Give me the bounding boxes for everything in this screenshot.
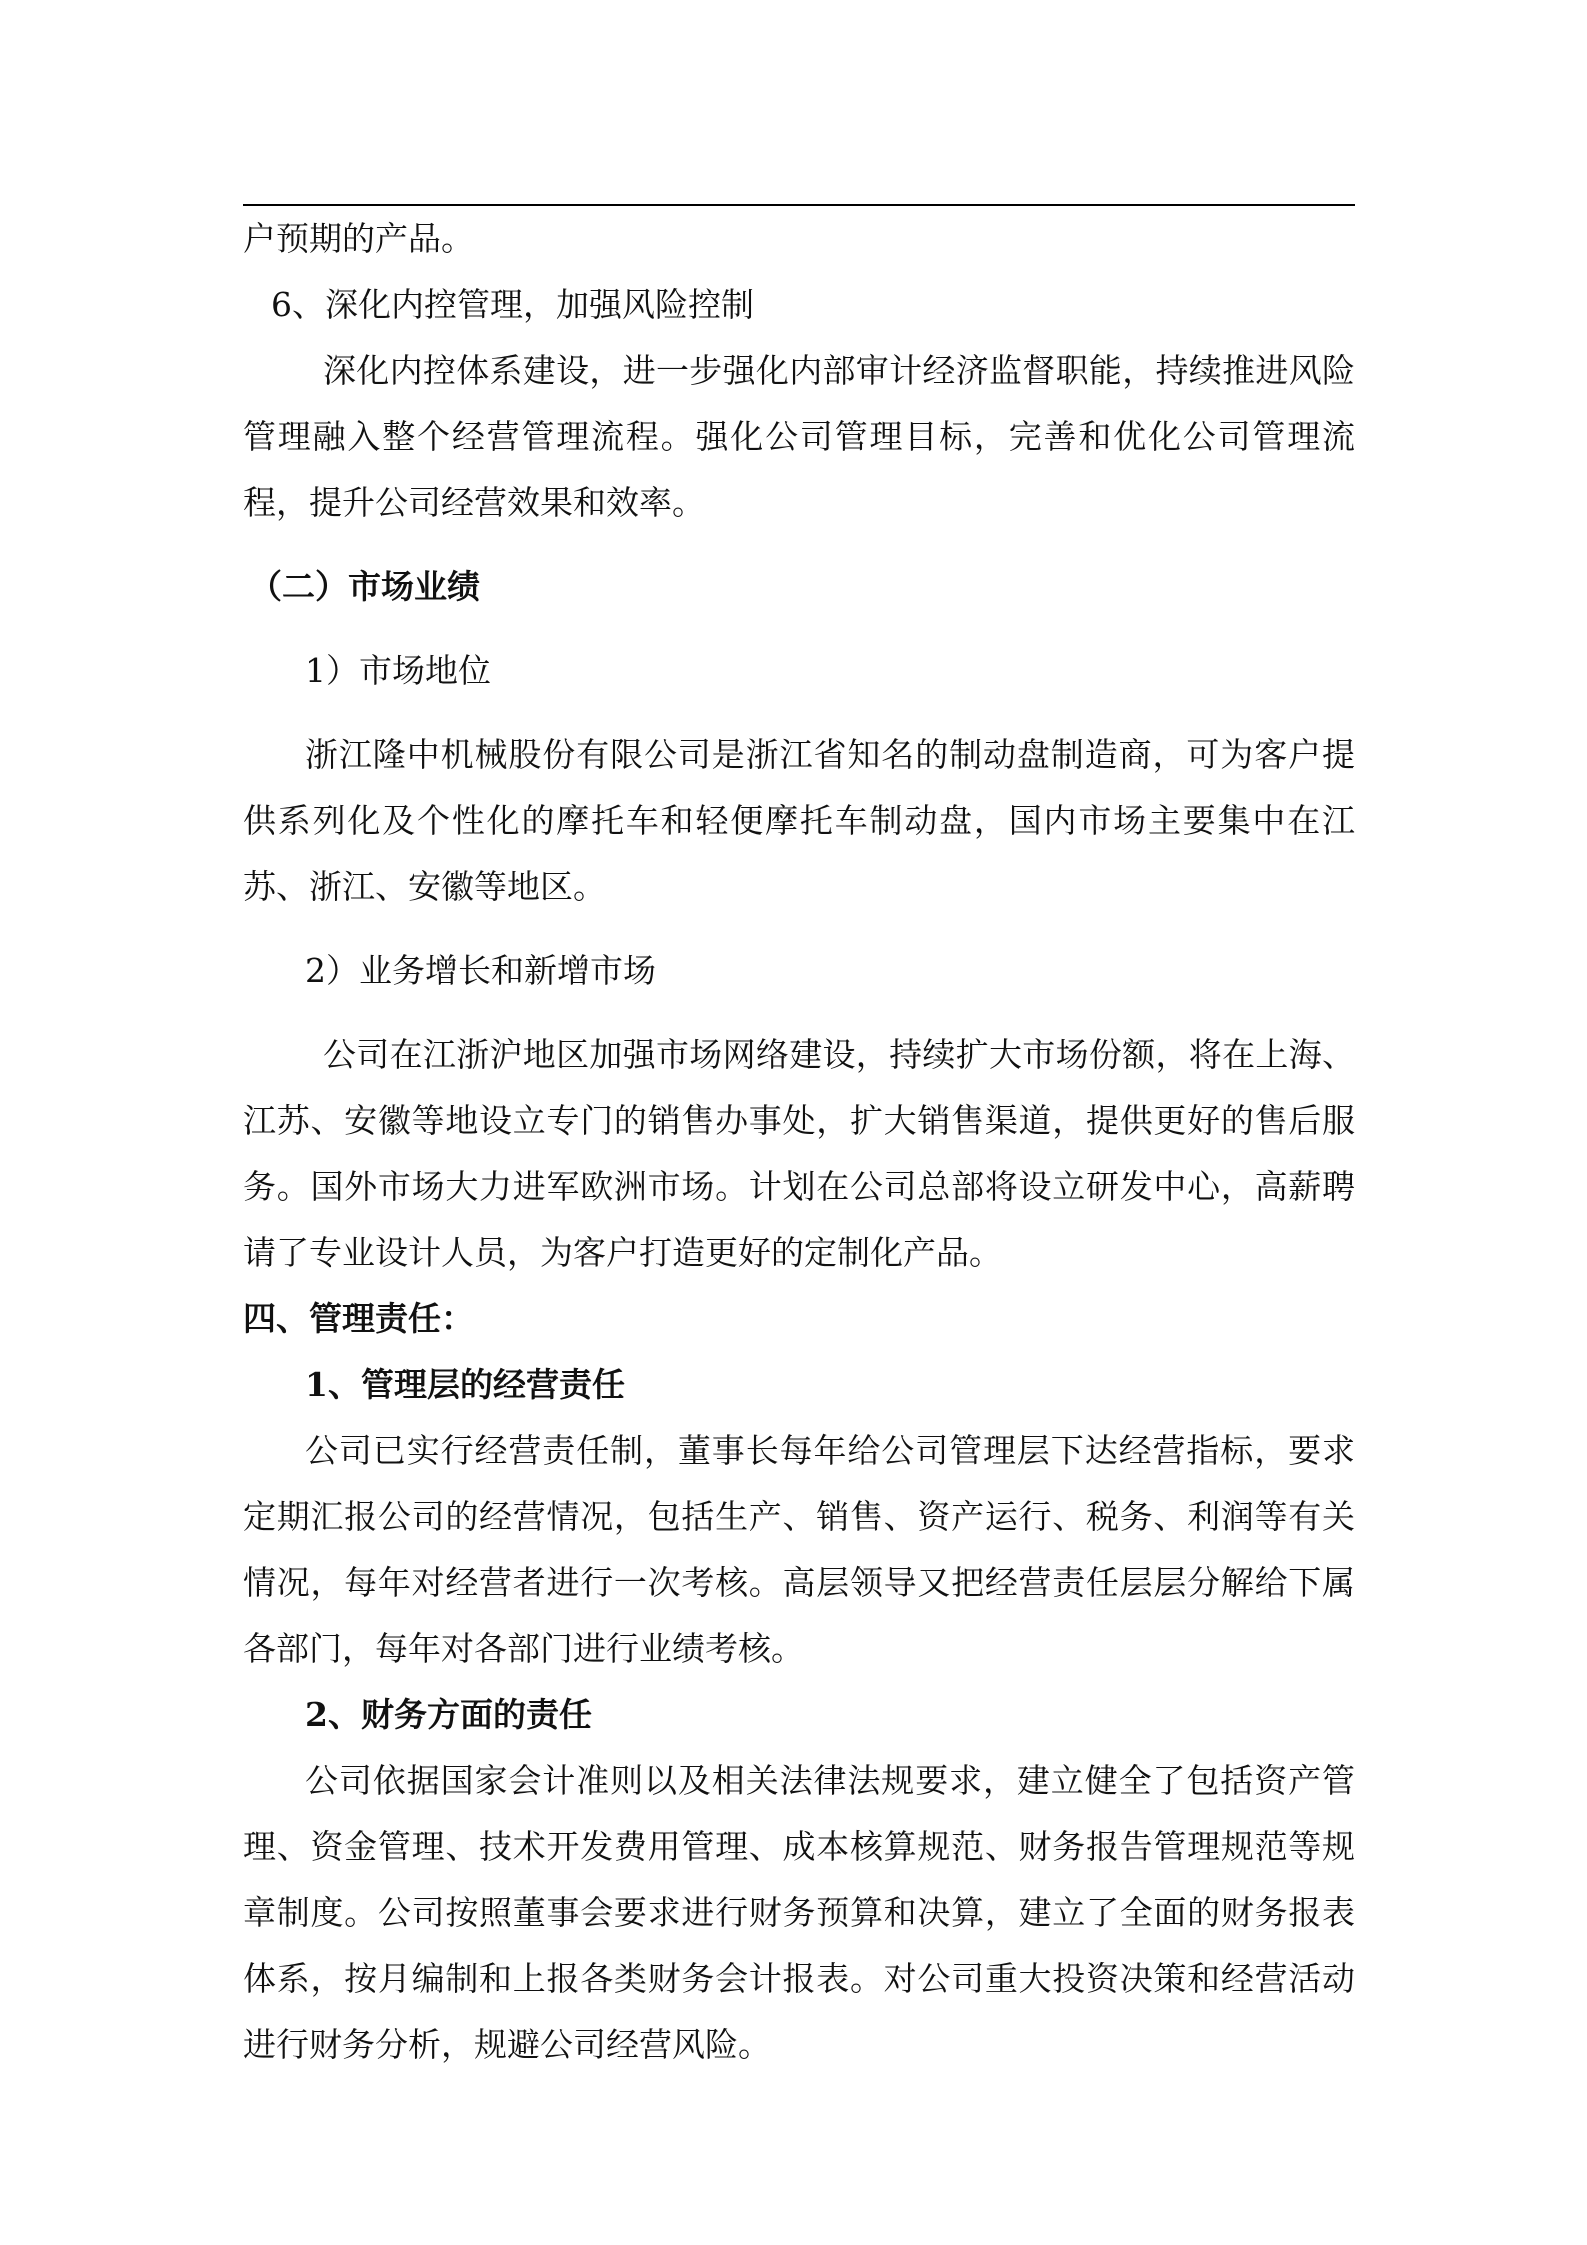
section-heading-market-performance: （二）市场业绩	[249, 567, 480, 606]
heading-business-growth: 2）业务增长和新增市场	[305, 951, 656, 990]
document-body	[243, 206, 1355, 2078]
paragraph-business-growth: 公司在江浙沪地区加强市场网络建设，持续扩大市场份额，将在上海、江苏、安徽等地设立专门的销售办事处，扩大销售渠道，提供更好的售后服务。国外市场大力进军欧洲市场。计划在公司总部将设立研发中心，高薪聘请了专业设计人员，为客户打造更好的定制化产品。	[243, 1035, 1355, 1272]
section-heading-management-responsibility: 四、管理责任：	[243, 1299, 474, 1338]
heading-market-position: 1）市场地位	[305, 651, 491, 690]
heading-management-operating-responsibility: 1、管理层的经营责任	[305, 1365, 625, 1404]
paragraph-market-position: 浙江隆中机械股份有限公司是浙江省知名的制动盘制造商，可为客户提供系列化及个性化的摩托车和轻便摩托车制动盘，国内市场主要集中在江苏、浙江、安徽等地区。	[243, 735, 1355, 906]
paragraph-continuation: 户预期的产品。	[243, 219, 474, 258]
heading-financial-responsibility: 2、财务方面的责任	[305, 1695, 592, 1734]
paragraph-financial-responsibility: 公司依据国家会计准则以及相关法律法规要求，建立健全了包括资产管理、资金管理、技术开发费用管理、成本核算规范、财务报告管理规范等规章制度。公司按照董事会要求进行财务预算和决算，建立了全面的财务报表体系，按月编制和上报各类财务会计报表。对公司重大投资决策和经营活动进行财务分析，规避公司经营风险。	[243, 1761, 1355, 2064]
paragraph-internal-control: 深化内控体系建设，进一步强化内部审计经济监督职能，持续推进风险管理融入整个经营管理流程。强化公司管理目标，完善和优化公司管理流程，提升公司经营效果和效率。	[243, 351, 1355, 522]
heading-internal-control: 6、深化内控管理，加强风险控制	[271, 285, 754, 324]
paragraph-management-operating-responsibility: 公司已实行经营责任制，董事长每年给公司管理层下达经营指标，要求定期汇报公司的经营情况，包括生产、销售、资产运行、税务、利润等有关情况，每年对经营者进行一次考核。高层领导又把经营责任层层分解给下属各部门，每年对各部门进行业绩考核。	[243, 1431, 1355, 1668]
